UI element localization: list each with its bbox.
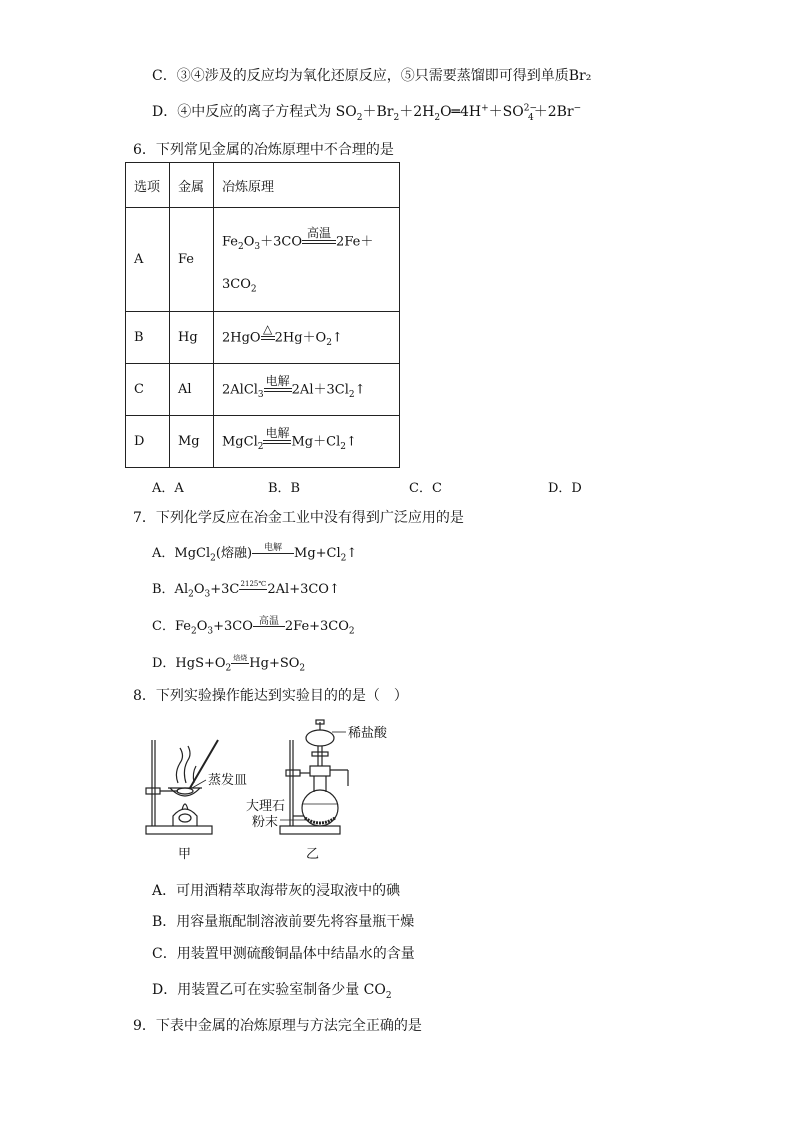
label-marble-2: 粉末 (252, 815, 279, 830)
row-c-option: C (126, 364, 170, 416)
label-dilute-hcl: 稀盐酸 (348, 726, 388, 741)
row-d-option: D (126, 416, 170, 468)
q6-choice-a[interactable]: A．A (152, 481, 184, 496)
q7-option-b[interactable]: B．$Al_2O_3+3C$ 2125℃ 2Al+3CO↑ (152, 580, 340, 600)
q5-d-eq3: O═4H (440, 104, 482, 120)
q6-table (125, 162, 400, 468)
row-b-metal: Hg (170, 312, 214, 364)
label-marble-1: 大理石 (246, 799, 286, 814)
q7-stem: 7．下列化学反应在冶金工业中没有得到广泛应用的是 (133, 510, 464, 526)
q5-d-prefix: D．④中反应的离子方程式为 SO (152, 104, 357, 120)
row-b-equation: 2HgO △ $2Hg+O_2↑$ (214, 312, 400, 364)
gas-generator-apparatus (280, 720, 348, 834)
q7-option-d[interactable]: D．$HgS+O_2$ 焙烧 $Hg+SO_2$ (152, 654, 306, 674)
row-a-equation: $Fe_2O_3+3CO$ 高温 2Fe＋ $3CO_2$ (214, 208, 400, 312)
caption-jia: 甲 (178, 847, 192, 862)
row-c-equation: 2AlCl$_3$ 电解 $2Al+3Cl_2↑$ (214, 364, 400, 416)
cond-b: △ (262, 321, 273, 336)
q8-option-a[interactable]: A．可用酒精萃取海带灰的浸取液中的碘 (152, 883, 401, 899)
q7-option-c[interactable]: C．$Fe_2O_3+3CO$ 高温 $2Fe+3CO_2$ (152, 616, 355, 637)
label-evaporating-dish: 蒸发皿 (208, 773, 248, 788)
row-b-option: B (126, 312, 170, 364)
q5-d-eq5: ＋2Br (533, 104, 574, 120)
cond-c: 电解 (265, 373, 290, 388)
q7-a-cond: 电解 (264, 543, 283, 553)
caption-yi: 乙 (306, 847, 320, 862)
header-option: 选项 (126, 163, 170, 208)
q7-c-cond: 高温 (258, 616, 279, 627)
q8-option-b[interactable]: B．用容量瓶配制溶液前要先将容量瓶干燥 (152, 914, 415, 930)
cond-d: 电解 (265, 425, 290, 440)
q8-option-c[interactable]: C．用装置甲测硫酸铜晶体中结晶水的含量 (152, 946, 415, 962)
q8-option-d-text: D．用装置乙可在实验室制备少量 CO (152, 982, 386, 998)
row-a-option: A (126, 208, 170, 312)
q6-choice-d[interactable]: D．D (548, 481, 582, 496)
header-metal: 金属 (170, 163, 214, 208)
header-principle: 冶炼原理 (214, 163, 400, 208)
row-c-metal: Al (170, 364, 214, 416)
q5-d-eq2: ＋2H (399, 104, 435, 120)
row-d-metal: Mg (170, 416, 214, 468)
q8-stem: 8．下列实验操作能达到实验目的的是（ ） (133, 688, 408, 704)
apparatus-figure (140, 718, 400, 868)
q9-stem: 9．下表中金属的冶炼原理与方法完全正确的是 (133, 1018, 422, 1034)
q7-option-a[interactable]: A．MgCl$_2$(熔融) 电解 $Mg+Cl_2↑$ (152, 543, 358, 564)
row-d-equation: MgCl$_2$ 电解 $Mg+Cl_2↑$ (214, 416, 400, 468)
q5-option-d: D．④中反应的离子方程式为 $SO_2+Br_2+2H_2O═4H^++SO^{2-}_4+2Br^-$ (152, 103, 582, 123)
q6-choice-b[interactable]: B．B (268, 481, 301, 496)
q6-choice-c[interactable]: C．C (409, 481, 442, 496)
q5-option-c: C．③④涉及的反应均为氧化还原反应，⑤只需要蒸馏即可得到单质Br₂ (152, 68, 592, 84)
cond-a: 高温 (307, 226, 332, 240)
q6-stem: 6．下列常见金属的冶炼原理中不合理的是 (133, 142, 394, 158)
q7-b-cond: 2125℃ (240, 580, 267, 588)
row-a-metal: Fe (170, 208, 214, 312)
q7-d-cond: 焙烧 (233, 654, 248, 662)
q8-option-d[interactable]: D．用装置乙可在实验室制备少量 $CO_2$ (152, 982, 392, 1001)
q5-d-eq4: ＋SO (488, 104, 524, 120)
q5-d-eq1: ＋Br (362, 104, 394, 120)
